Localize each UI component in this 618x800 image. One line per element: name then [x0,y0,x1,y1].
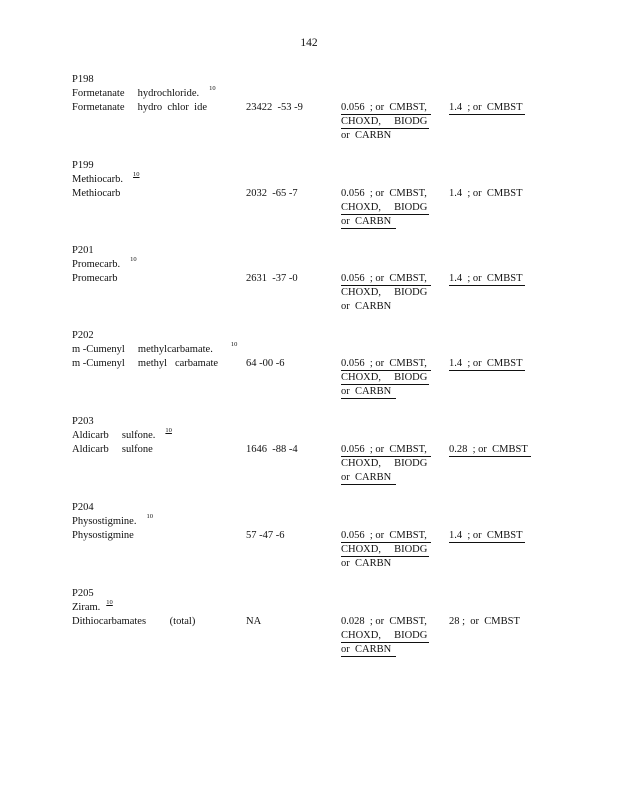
standard-text: 1.4 ; or CMBST [449,102,525,115]
waste-title [72,429,172,444]
wastewater-standard-line [341,115,429,129]
standard-text: or CARBN [341,216,396,229]
cas-number: 64 -00 -6 [246,358,285,369]
waste-entry [72,159,592,229]
constituent-name: Aldicarb sulfone [72,444,153,455]
standard-text: or CARBN [341,644,396,657]
standard-text: CHOXD, BIODG [341,372,428,383]
wastewater-standard-line [341,357,431,371]
standard-text: or CARBN [341,386,396,399]
cas-number: 23422 -53 -9 [246,102,303,113]
footnote-ref: 10 [146,513,153,520]
standard-text: CHOXD, BIODG [341,202,428,213]
footnote-ref: 10 [106,599,113,606]
footnote-ref: 10 [133,171,140,178]
waste-title [72,601,113,616]
page-number: 142 [300,37,318,49]
standard-text: 1.4 ; or CMBST [449,530,525,543]
standard-text: 0.28 ; or CMBST [449,444,531,457]
waste-title [72,343,237,358]
wastewater-standard-line [341,443,431,457]
wastewater-standard-line [341,371,429,385]
wastewater-standard-line: or CARBN [341,130,392,141]
standard-text: CHOXD, BIODG [341,544,428,555]
waste-title-text: Ziram. [72,602,101,613]
wastewater-standard-line: or CARBN [341,558,392,569]
standard-text: 0.056 ; or CMBST, [341,444,431,457]
waste-code: P205 [72,588,94,599]
constituent-name: Formetanate hydro chlor ide [72,102,208,113]
waste-entry [72,244,592,314]
waste-entry [72,73,592,143]
waste-title-text: Physostigmine. [72,516,137,527]
wastewater-standard-line [341,385,396,399]
standard-text: 1.4 ; or CMBST [449,273,525,286]
waste-title [72,515,153,530]
nonwastewater-standard: 1.4 ; or CMBST [449,188,523,199]
cas-number: 57 -47 -6 [246,530,285,541]
waste-code: P203 [72,416,94,427]
wastewater-standard-line [341,101,431,115]
nonwastewater-standard [449,272,525,286]
wastewater-standard-line [341,543,429,557]
waste-title-text: Aldicarb sulfone. [72,430,156,441]
wastewater-standard-line [341,272,431,286]
footnote-ref: 10 [230,341,238,348]
wastewater-standard-line: 0.056 ; or CMBST, [341,188,427,199]
wastewater-standard-line [341,629,429,643]
cas-number: 2631 -37 -0 [246,273,298,284]
nonwastewater-standard [449,443,531,457]
wastewater-standard-line [341,643,396,657]
wastewater-standard-line: or CARBN [341,301,392,312]
wastewater-standard-line: 0.028 ; or CMBST, [341,616,427,627]
standard-text: 0.056 ; or CMBST, [341,530,431,543]
wastewater-standard-line [341,215,396,229]
waste-entry [72,501,592,571]
wastewater-standard-line: CHOXD, BIODG [341,287,428,298]
footnote-ref: 10 [130,256,137,263]
waste-title [72,173,140,188]
cas-number: NA [246,616,262,627]
standard-text: 1.4 ; or CMBST [449,358,525,371]
constituent-name: Promecarb [72,273,118,284]
waste-code: P202 [72,330,94,341]
waste-title-text: m -Cumenyl methylcarbamate. [72,344,213,355]
standard-text: CHOXD, BIODG [341,630,428,641]
waste-title [72,87,216,102]
nonwastewater-standard [449,101,525,115]
standard-text: 0.056 ; or CMBST, [341,273,431,286]
wastewater-standard-line [341,201,429,215]
standard-text: 0.056 ; or CMBST, [341,102,431,115]
cas-number: 2032 -65 -7 [246,188,298,199]
standard-text: CHOXD, BIODG [341,116,428,127]
waste-title-text: Promecarb. [72,259,121,270]
waste-title [72,258,137,273]
waste-entry [72,587,592,657]
wastewater-standard-line [341,529,431,543]
waste-title-text: Methiocarb. [72,174,124,185]
constituent-name: Physostigmine [72,530,134,541]
nonwastewater-standard: 28 ; or CMBST [449,616,520,627]
wastewater-standard-line: CHOXD, BIODG [341,458,428,469]
nonwastewater-standard [449,529,525,543]
waste-entry [72,415,592,485]
footnote-ref: 10 [165,427,172,434]
constituent-name: Dithiocarbamates (total) [72,616,196,627]
waste-code: P204 [72,502,94,513]
standard-text: or CARBN [341,472,396,485]
constituent-name: m -Cumenyl methyl carbamate [72,358,219,369]
nonwastewater-standard [449,357,525,371]
constituent-name: Methiocarb [72,188,121,199]
cas-number: 1646 -88 -4 [246,444,298,455]
wastewater-standard-line [341,471,396,485]
waste-code: P201 [72,245,94,256]
waste-code: P198 [72,74,94,85]
footnote-ref: 10 [209,85,216,92]
waste-title-text: Formetanate hydrochloride. [72,88,200,99]
waste-code: P199 [72,160,94,171]
waste-entry [72,329,592,399]
standard-text: 0.056 ; or CMBST, [341,358,431,371]
